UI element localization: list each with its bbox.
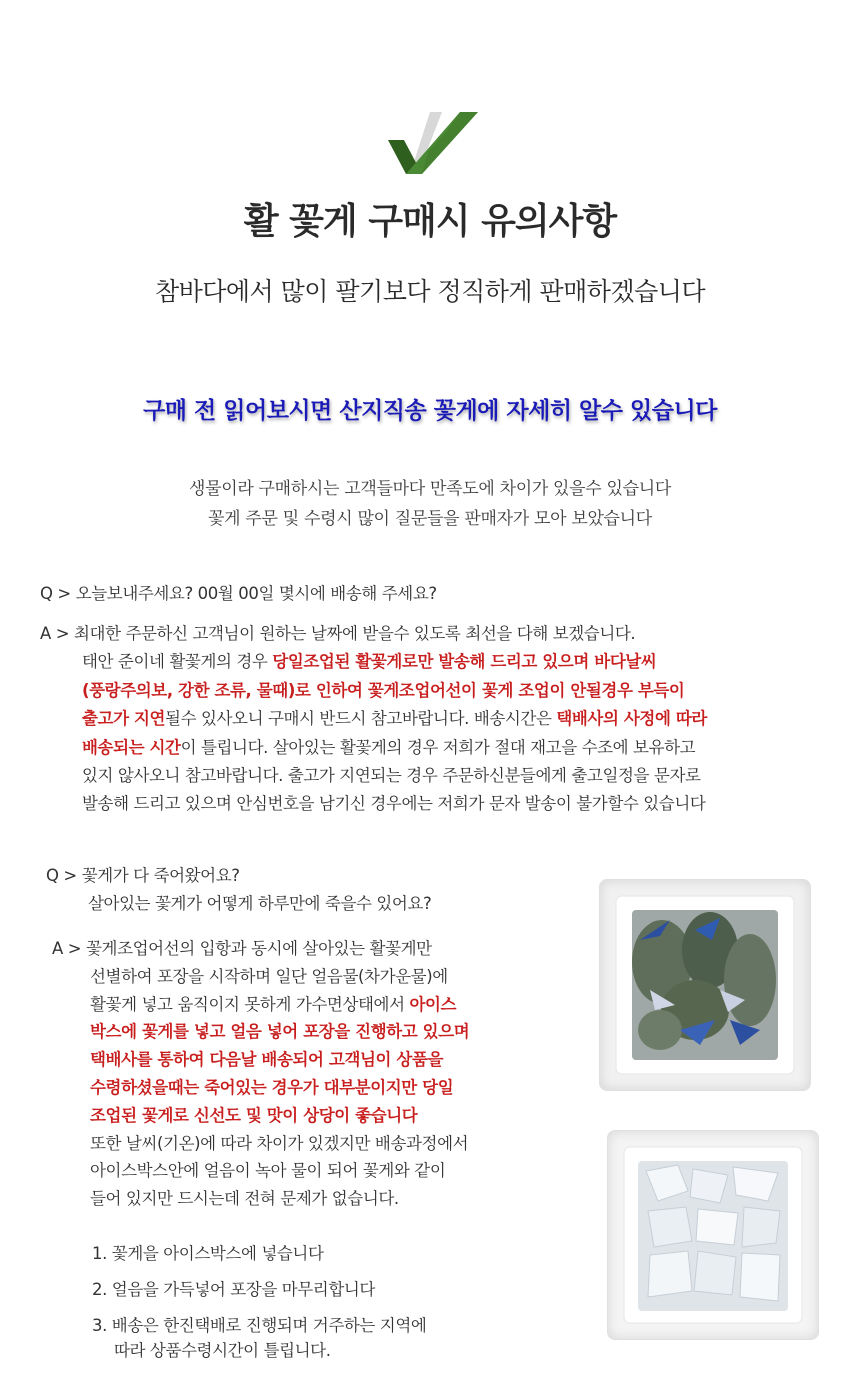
highlight-text: 택배사의 사정에 따라 [556,709,707,729]
notice-banner: 구매 전 읽어보시면 산지직송 꽃게에 자세히 알수 있습니다 [143,398,717,424]
highlight-text: 출고가 지연 [82,709,166,729]
highlight-text: 택배사를 통하여 다음날 배송되어 고객님이 상품을 [90,1050,444,1070]
highlight-text: 아이스 [409,994,457,1014]
text: 이 틀립니다. 살아있는 활꽃게의 경우 저희가 절대 재고을 수조에 보유하고 [180,737,696,757]
checkmark-logo-icon [388,112,478,174]
highlight-text: 배송되는 시간 [82,737,181,757]
step-item-continuation: 따라 상품수령시간이 틀립니다. [114,1341,331,1360]
packing-steps [92,1236,426,1364]
highlight-text: 박스에 꽃게를 넣고 얼음 넣어 포장을 진행하고 있으며 [90,1022,470,1042]
faq1-answer-line [40,648,707,676]
page-title: 활 꽃게 구매시 유의사항 [243,201,617,242]
faq2-answer-line: A > 꽃게조업어선의 입항과 동시에 살아있는 활꽃게만 [52,939,432,958]
page-subtitle: 참바다에서 많이 팔기보다 정직하게 판매하겠습니다 [154,277,706,306]
faq2-answer-line: 아이스박스안에 얼음이 녹아 물이 되어 꽃게와 같이 [90,1161,446,1181]
ice-image [608,1131,818,1339]
intro-line: 생물이라 구매하시는 고객들마다 만족도에 차이가 있을수 있습니다 [188,479,672,499]
faq1-answer-line: A > 최대한 주문하신 고객님이 원하는 날짜에 받을수 있도록 최선을 다해 보겠습니다. [40,624,636,643]
text: 태안 준이네 활꽃게의 경우 [82,652,273,672]
intro-line: 꽃게 주문 및 수령시 많이 질문들을 판매자가 모아 보았습니다 [208,509,652,529]
crab-icebox-photo [599,879,811,1091]
highlight-text: 당일조업된 활꽃게로만 발송해 드리고 있으며 바다날씨 [272,652,657,672]
faq1-answer-line: 발송해 드리고 있으며 안심번호을 남기신 경우에는 저희가 문자 발송이 불가할수 있습니다 [82,794,706,814]
faq2-answer-line: 또한 날씨(기온)에 따라 차이가 있겠지만 배송과정에서 [90,1133,469,1153]
faq2-answer-line: 선별하여 포장을 시작하며 일단 얼음물(차가운물)에 [90,966,448,986]
faq1-answer-line [40,705,707,733]
faq2-question-line: 살아있는 꽃게가 어떻게 하루만에 죽을수 있어요? [88,894,432,913]
step-item: 2. 얼음을 가득넣어 포장을 마무리합니다 [92,1280,375,1299]
faq2-question-line: Q > 꽃게가 다 죽어왔어요? [46,866,240,885]
ice-box-photo [607,1130,819,1340]
faq2-question [46,862,431,918]
intro-text [0,474,860,534]
highlight-text: (풍랑주의보, 강한 조류, 물때)로 인하여 꽃게조업어선이 꽃게 조업이 안될경우 부득이 [82,680,685,700]
faq2-answer-line: 들어 있지만 드시는데 전혀 문제가 없습니다. [90,1189,399,1209]
faq1-question: Q > 오늘보내주세요? 00월 00일 몇시에 배송해 주세요? [40,584,437,603]
crabs-image [600,880,810,1090]
text: 될수 있사오니 구매시 반드시 참고바랍니다. 배송시간은 [165,709,557,729]
step-item: 1. 꽃게을 아이스박스에 넣습니다 [92,1244,324,1263]
faq1-answer-line: 있지 않사오니 참고바랍니다. 출고가 지연되는 경우 주문하신분들에게 출고일정을 문자로 [82,766,701,786]
faq2-answer [52,935,469,1213]
faq1-answer-line [40,734,707,762]
faq2-answer-line [52,991,469,1019]
text: 활꽃게 넣고 움직이지 못하게 가수면상태에서 [90,994,410,1014]
step-item: 3. 배송은 한진택배로 진행되며 거주하는 지역에 [92,1316,427,1335]
highlight-text: 수령하셨을때는 죽어있는 경우가 대부분이지만 당일 [90,1077,454,1097]
highlight-text: 조업된 꽃게로 신선도 및 맛이 상당이 좋습니다 [90,1105,418,1125]
faq1-answer [40,620,707,819]
